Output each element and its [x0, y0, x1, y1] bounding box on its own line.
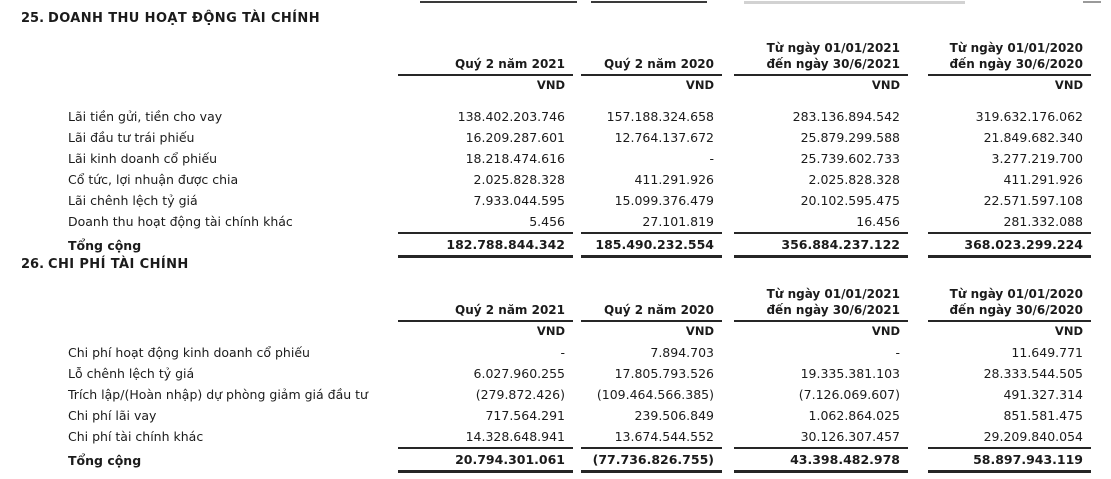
table-row: Lãi chênh lệch tỷ giá 7.933.044.595 15.099.376.479 20.102.595.475 22.571.597.108	[68, 193, 1083, 208]
spacer	[0, 324, 398, 339]
table-body	[0, 106, 1111, 258]
column-header-q2-2021: Quý 2 năm 2021	[398, 302, 573, 322]
section-financial-expenses	[0, 256, 1111, 468]
section-title: DOANH THU HOẠT ĐỘNG TÀI CHÍNH	[48, 11, 320, 26]
table-row: Cổ tức, lợi nhuận được chia 2.025.828.328 411.291.926 2.025.828.328 411.291.926	[68, 172, 1083, 187]
section-heading	[0, 10, 1111, 27]
top-rule-segment	[591, 1, 707, 3]
table-row: Doanh thu hoạt động tài chính khác 5.456 27.101.819 16.456 281.332.088	[68, 214, 1083, 229]
top-rule-segment	[420, 1, 577, 3]
spacer	[0, 78, 398, 93]
column-header-ytd-2020: Từ ngày 01/01/2020 đến ngày 30/6/2020	[928, 286, 1091, 322]
column-header-q2-2020: Quý 2 năm 2020	[581, 302, 722, 322]
section-heading	[0, 256, 1111, 273]
table-header-row	[0, 40, 1111, 76]
section-number: 25.	[21, 11, 45, 26]
total-label: Tổng cộng	[68, 237, 142, 253]
table-row: Lãi tiền gửi, tiền cho vay 138.402.203.746 157.188.324.658 283.136.894.542 319.632.176.062	[68, 109, 1083, 124]
unit-label: VND	[536, 324, 565, 338]
unit-label: VND	[685, 324, 714, 338]
table-row: Lãi kinh doanh cổ phiếu 18.218.474.616 - 25.739.602.733 3.277.219.700	[68, 151, 1083, 166]
section-title: CHI PHÍ TÀI CHÍNH	[48, 257, 189, 272]
table-row: Chi phí tài chính khác 14.328.648.941 13.674.544.552 30.126.307.457 29.209.840.054	[68, 429, 1083, 444]
total-value: 58.897.943.119	[928, 447, 1091, 473]
total-label: Tổng cộng	[68, 452, 142, 468]
table-row: Lỗ chênh lệch tỷ giá 6.027.960.255 17.805.793.526 19.335.381.103 28.333.544.505	[68, 366, 1083, 381]
column-header-ytd-2020: Từ ngày 01/01/2020 đến ngày 30/6/2020	[928, 40, 1091, 76]
table-row: Chi phí lãi vay 717.564.291 239.506.849 1.062.864.025 851.581.475	[68, 408, 1083, 423]
table-row: Chi phí hoạt động kinh doanh cổ phiếu - 7.894.703 - 11.649.771	[68, 345, 1083, 360]
total-value: 368.023.299.224	[928, 232, 1091, 258]
section-financial-income	[0, 10, 1111, 253]
table-row: Lãi đầu tư trái phiếu 16.209.287.601 12.764.137.672 25.879.299.588 21.849.682.340	[68, 130, 1083, 145]
total-value: 20.794.301.061	[398, 447, 573, 473]
top-rule-segment	[744, 1, 965, 4]
unit-label: VND	[1054, 324, 1083, 338]
unit-label: VND	[871, 324, 900, 338]
unit-label: VND	[1054, 78, 1083, 92]
table-header-row	[0, 286, 1111, 322]
top-rule-segment	[1083, 1, 1101, 3]
total-value: 356.884.237.122	[734, 232, 908, 258]
column-header-ytd-2021: Từ ngày 01/01/2021 đến ngày 30/6/2021	[734, 40, 908, 76]
unit-label: VND	[871, 78, 900, 92]
unit-label: VND	[536, 78, 565, 92]
column-header-q2-2020: Quý 2 năm 2020	[581, 56, 722, 76]
section-number: 26.	[21, 257, 45, 272]
table-body	[0, 342, 1111, 473]
total-row	[0, 232, 1111, 258]
total-row	[0, 447, 1111, 473]
column-header-ytd-2021: Từ ngày 01/01/2021 đến ngày 30/6/2021	[734, 286, 908, 322]
total-value: (77.736.826.755)	[581, 447, 722, 473]
unit-label: VND	[685, 78, 714, 92]
total-value: 43.398.482.978	[734, 447, 908, 473]
total-value: 185.490.232.554	[581, 232, 722, 258]
unit-row	[0, 324, 1111, 339]
table-row: Trích lập/(Hoàn nhập) dự phòng giảm giá đầu tư (279.872.426) (109.464.566.385) (7.126.069.607) 491.327.314	[68, 387, 1083, 402]
total-value: 182.788.844.342	[398, 232, 573, 258]
column-header-q2-2021: Quý 2 năm 2021	[398, 56, 573, 76]
unit-row	[0, 78, 1111, 93]
